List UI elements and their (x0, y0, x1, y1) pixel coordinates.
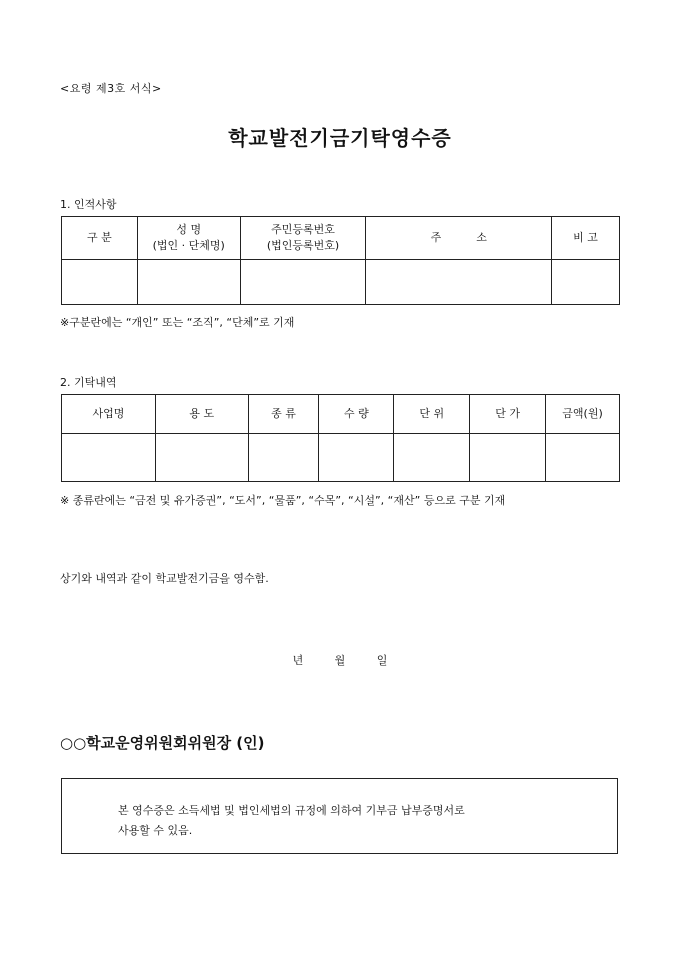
cell-project[interactable] (62, 434, 156, 482)
table-header-row (62, 217, 620, 260)
header-quantity: 수 량 (319, 395, 394, 434)
cell-id[interactable] (240, 260, 366, 305)
table-row (62, 434, 620, 482)
header-unit-price: 단 가 (470, 395, 546, 434)
header-project: 사업명 (62, 395, 156, 434)
signer-line: ○○학교운영위원회위원장 (인) (60, 734, 265, 752)
header-name (137, 217, 240, 260)
header-unit: 단 위 (394, 395, 470, 434)
table-row (62, 260, 620, 305)
document-title: 학교발전기금기탁영수증 (228, 126, 452, 150)
cell-category[interactable] (62, 260, 138, 305)
section2-heading: 2. 기탁내역 (60, 376, 117, 389)
form-label: <요령 제3호 서식> (60, 82, 162, 95)
header-purpose: 용 도 (155, 395, 248, 434)
personal-info-table (61, 216, 620, 305)
header-amount: 금액(원) (546, 395, 620, 434)
cell-amount[interactable] (546, 434, 620, 482)
cell-unit-price[interactable] (470, 434, 546, 482)
notice-line1: 본 영수증은 소득세법 및 법인세법의 규정에 의하여 기부금 납부증명서로 (118, 804, 465, 817)
header-name-line2: (법인 · 단체명) (152, 239, 225, 252)
header-id-line1: 주민등록번호 (271, 223, 335, 236)
notice-text (118, 801, 465, 841)
section1-heading: 1. 인적사항 (60, 198, 117, 211)
notice-box (61, 778, 618, 854)
donation-details-table (61, 394, 620, 482)
cell-name[interactable] (137, 260, 240, 305)
cell-unit[interactable] (394, 434, 470, 482)
header-name-line1: 성 명 (176, 223, 202, 236)
cell-quantity[interactable] (319, 434, 394, 482)
header-address: 주 소 (366, 217, 552, 260)
date-line: 년 월 일 (292, 654, 388, 667)
cell-remarks[interactable] (552, 260, 620, 305)
header-type: 종 류 (248, 395, 319, 434)
cell-purpose[interactable] (155, 434, 248, 482)
table-header-row (62, 395, 620, 434)
header-id-line2: (법인등록번호) (266, 239, 340, 252)
section1-note: ※구분란에는 “개인” 또는 “조직”, “단체”로 기재 (60, 316, 295, 329)
header-id (240, 217, 366, 260)
header-category: 구 분 (62, 217, 138, 260)
notice-line2: 사용할 수 있음. (118, 824, 193, 837)
cell-type[interactable] (248, 434, 319, 482)
receipt-statement: 상기와 내역과 같이 학교발전기금을 영수함. (60, 572, 269, 585)
section2-note: ※ 종류란에는 “금전 및 유가증권”, “도서”, “물품”, “수목”, “시설”, “재산” 등으로 구분 기재 (60, 494, 506, 507)
cell-address[interactable] (366, 260, 552, 305)
header-remarks: 비 고 (552, 217, 620, 260)
